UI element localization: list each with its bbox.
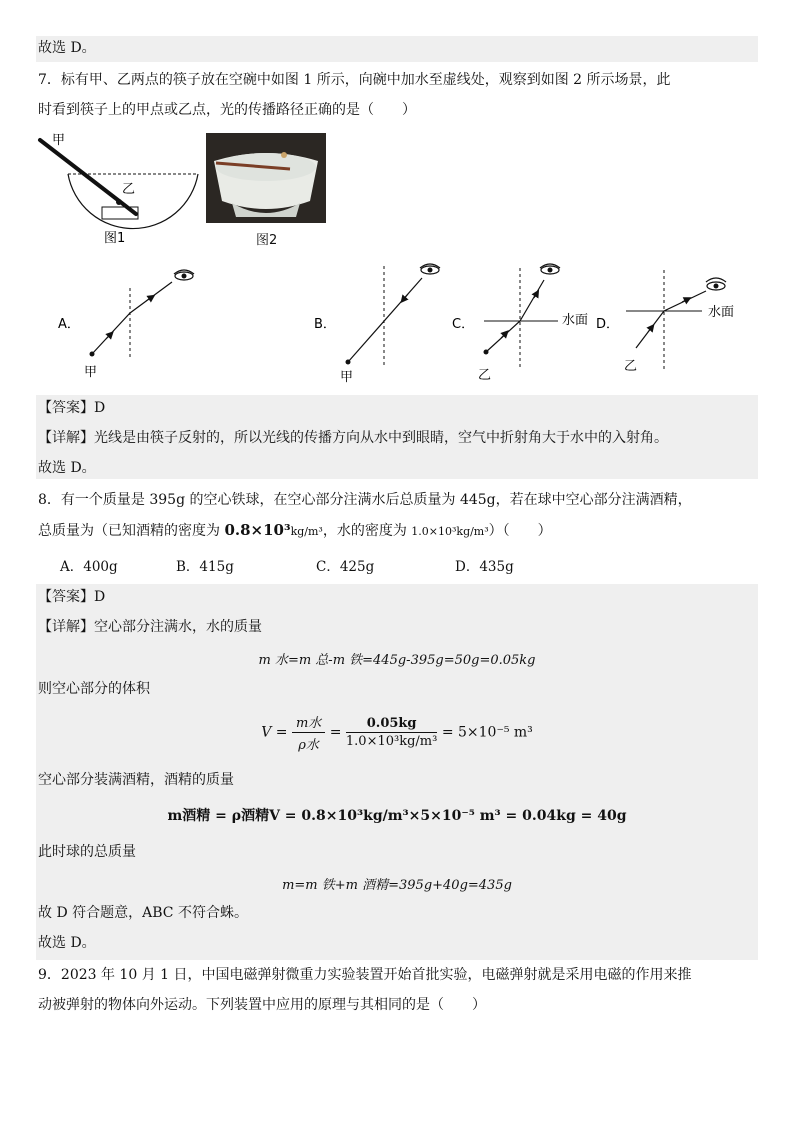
option-d-label: D．: [596, 317, 620, 332]
q8-rho-water: 1.0×10³kg/m³: [411, 525, 489, 538]
text-line: 故 D 符合题意，ABC 不符合蛛。: [38, 905, 248, 921]
label-yi: 乙: [122, 182, 136, 197]
answer-8: 【答案】D: [38, 589, 106, 605]
text-line: 故选 D。: [38, 460, 96, 476]
option-a-label: A．: [58, 317, 80, 332]
figure-1-bowl-diagram: [36, 130, 206, 248]
question-7-line-1: 7．标有甲、乙两点的筷子放在空碗中如图 1 所示，向碗中加水至虚线处，观察到如图 2 所示场景，此: [38, 72, 671, 88]
q8-rho-alcohol: 0.8×10³: [224, 521, 291, 539]
q8-text-mid: ，水的密度为: [322, 523, 412, 539]
option-d-water-surface: 水面: [708, 305, 735, 320]
text-line: 故选 D。: [38, 935, 96, 951]
figure-1-caption: 图1: [104, 231, 126, 246]
figure-2-caption: 图2: [256, 233, 278, 248]
option-c-yi: 乙: [478, 368, 492, 383]
eq2-lhs: V =: [261, 724, 288, 741]
question-9-line-2: 动被弹射的物体向外运动。下列装置中应用的原理与其相同的是（ ）: [38, 997, 486, 1013]
equation-total-mass: m=m 铁+m 酒精=395g+40g=435g: [282, 878, 512, 893]
q8-unit-alcohol: kg/m³: [290, 525, 323, 538]
question-7-line-2: 时看到筷子上的甲点或乙点，光的传播路径正确的是（ ）: [38, 102, 416, 118]
eq2-fraction-1: $\frac{\text{m水}}{\text{ρ水}}$: [292, 712, 325, 753]
answer-7: 【答案】D: [38, 400, 106, 416]
detail-8: 【详解】空心部分注满水，水的质量: [38, 619, 262, 635]
eye-icon-d: [706, 278, 726, 290]
option-a-jia: 甲: [84, 365, 98, 380]
option-8-a: A．400g: [60, 559, 118, 575]
q8-text-post: ）（ ）: [488, 523, 552, 539]
eq2-rhs: = 5×10⁻⁵ m³: [441, 724, 533, 741]
eq2-equals: =: [329, 724, 342, 741]
equation-water-mass: m 水=m 总-m 铁=445g-395g=50g=0.05kg: [258, 653, 536, 668]
option-c-label: C．: [452, 317, 475, 332]
text-line: 故选 D。: [38, 40, 96, 56]
option-diagrams: [50, 258, 750, 388]
option-b-jia: 甲: [340, 370, 354, 385]
option-8-b: B．415g: [176, 559, 234, 575]
option-b-label: B．: [314, 317, 336, 332]
detail-7: 【详解】光线是由筷子反射的，所以光线的传播方向从水中到眼睛，空气中折射角大于水中的入射角。: [38, 430, 668, 446]
highlight-band: [36, 36, 758, 62]
eq2-fraction-2: $\frac{0.05kg}{\text{1.0×10³kg/m³}}$: [345, 716, 438, 749]
equation-volume: [36, 712, 758, 753]
text-line: 空心部分装满酒精，酒精的质量: [38, 772, 234, 788]
question-8-line-1: 8．有一个质量是 395g 的空心铁球，在空心部分注满水后总质量为 445g，若在球中空心部分注满酒精，: [38, 492, 692, 508]
option-8-d: D．435g: [455, 559, 514, 575]
eye-icon-c: [540, 264, 560, 274]
text-line: 此时球的总质量: [38, 844, 136, 860]
question-9-line-1: 9．2023 年 10 月 1 日，中国电磁弹射微重力实验装置开始首批实验，电磁弹射就是采用电磁的作用来推: [38, 967, 692, 983]
text-line: 则空心部分的体积: [38, 681, 150, 697]
eye-icon-a: [174, 270, 194, 280]
eye-icon-b: [420, 264, 440, 274]
equation-alcohol-mass: m酒精 = ρ酒精V = 0.8×10³kg/m³×5×10⁻⁵ m³ = 0.04kg = 40g: [167, 808, 627, 824]
figure-2-photo: [206, 133, 326, 223]
option-c-water-surface: 水面: [562, 313, 589, 328]
point-yi: [116, 199, 122, 205]
label-jia: 甲: [52, 133, 66, 148]
q8-text-pre: 总质量为（已知酒精的密度为: [38, 523, 225, 539]
question-8-line-2: [38, 520, 552, 542]
option-d-yi: 乙: [624, 359, 638, 374]
option-8-c: C．425g: [316, 559, 375, 575]
